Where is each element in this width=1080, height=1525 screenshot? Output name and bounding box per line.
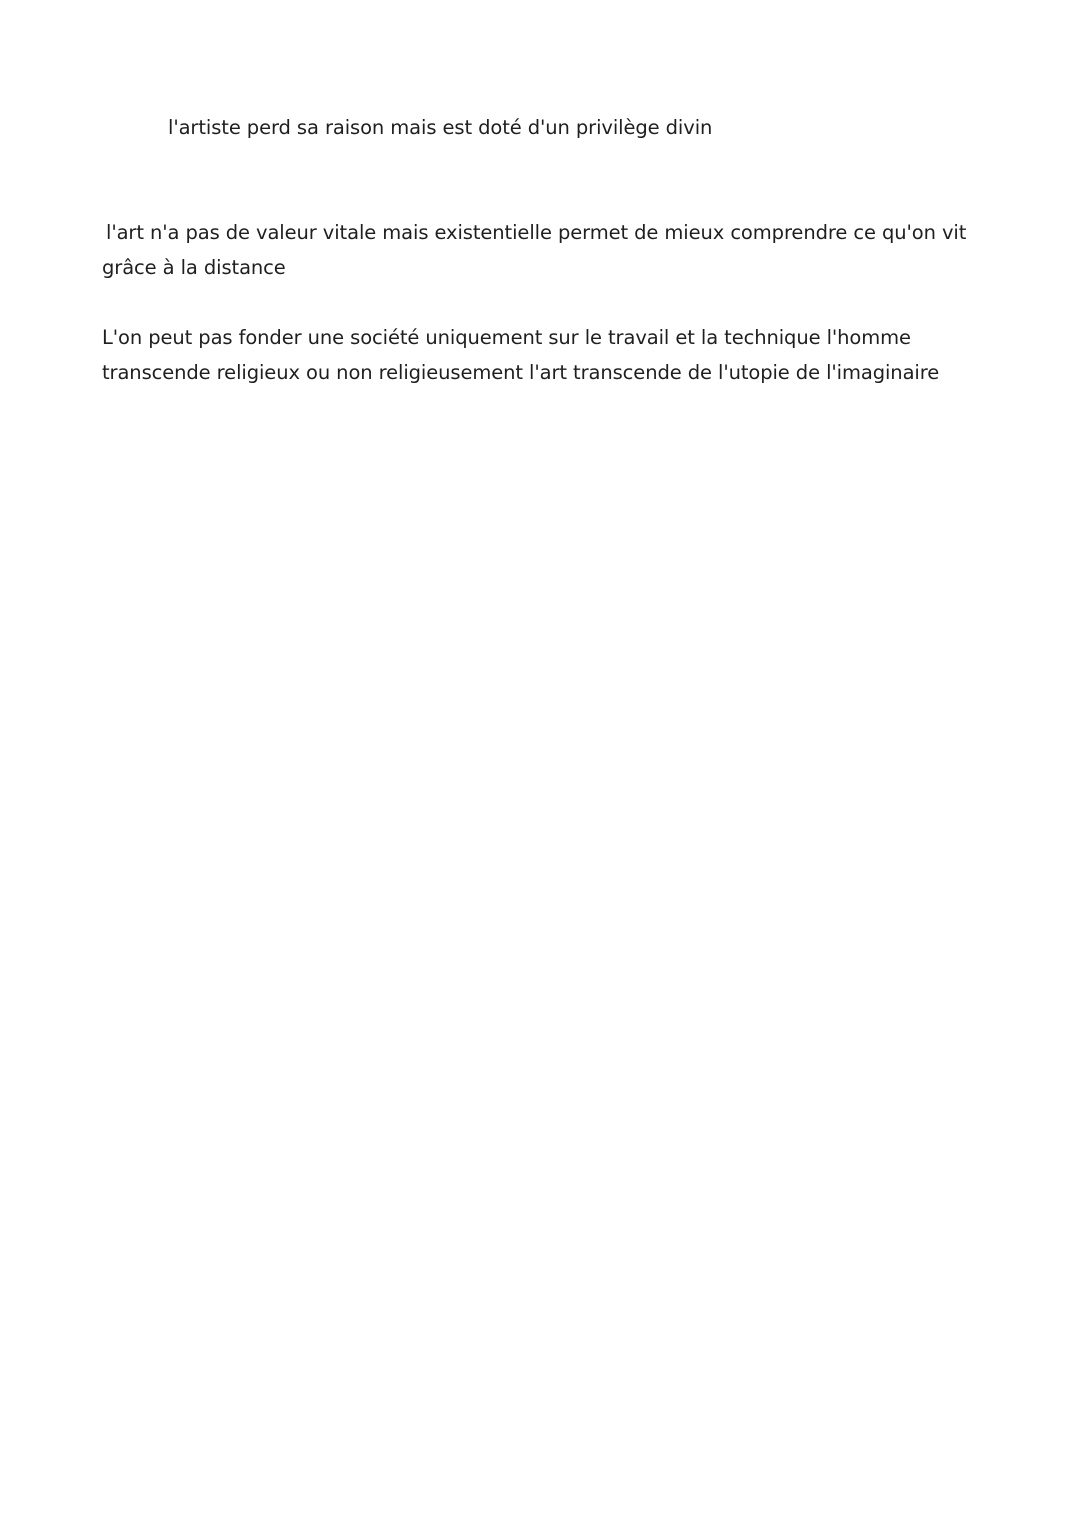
paragraph-valeur-art: l'art n'a pas de valeur vitale mais existentielle permet de mieux comprendre ce qu'on vit grâce à la distance (102, 221, 967, 279)
paragraph-societe: L'on peut pas fonder une société uniquement sur le travail et la technique l'homme transcende religieux ou non religieusement l'art transcende de l'utopie de l'imaginaire (102, 326, 940, 384)
paragraph-artiste: l'artiste perd sa raison mais est doté d'un privilège divin (168, 116, 713, 139)
